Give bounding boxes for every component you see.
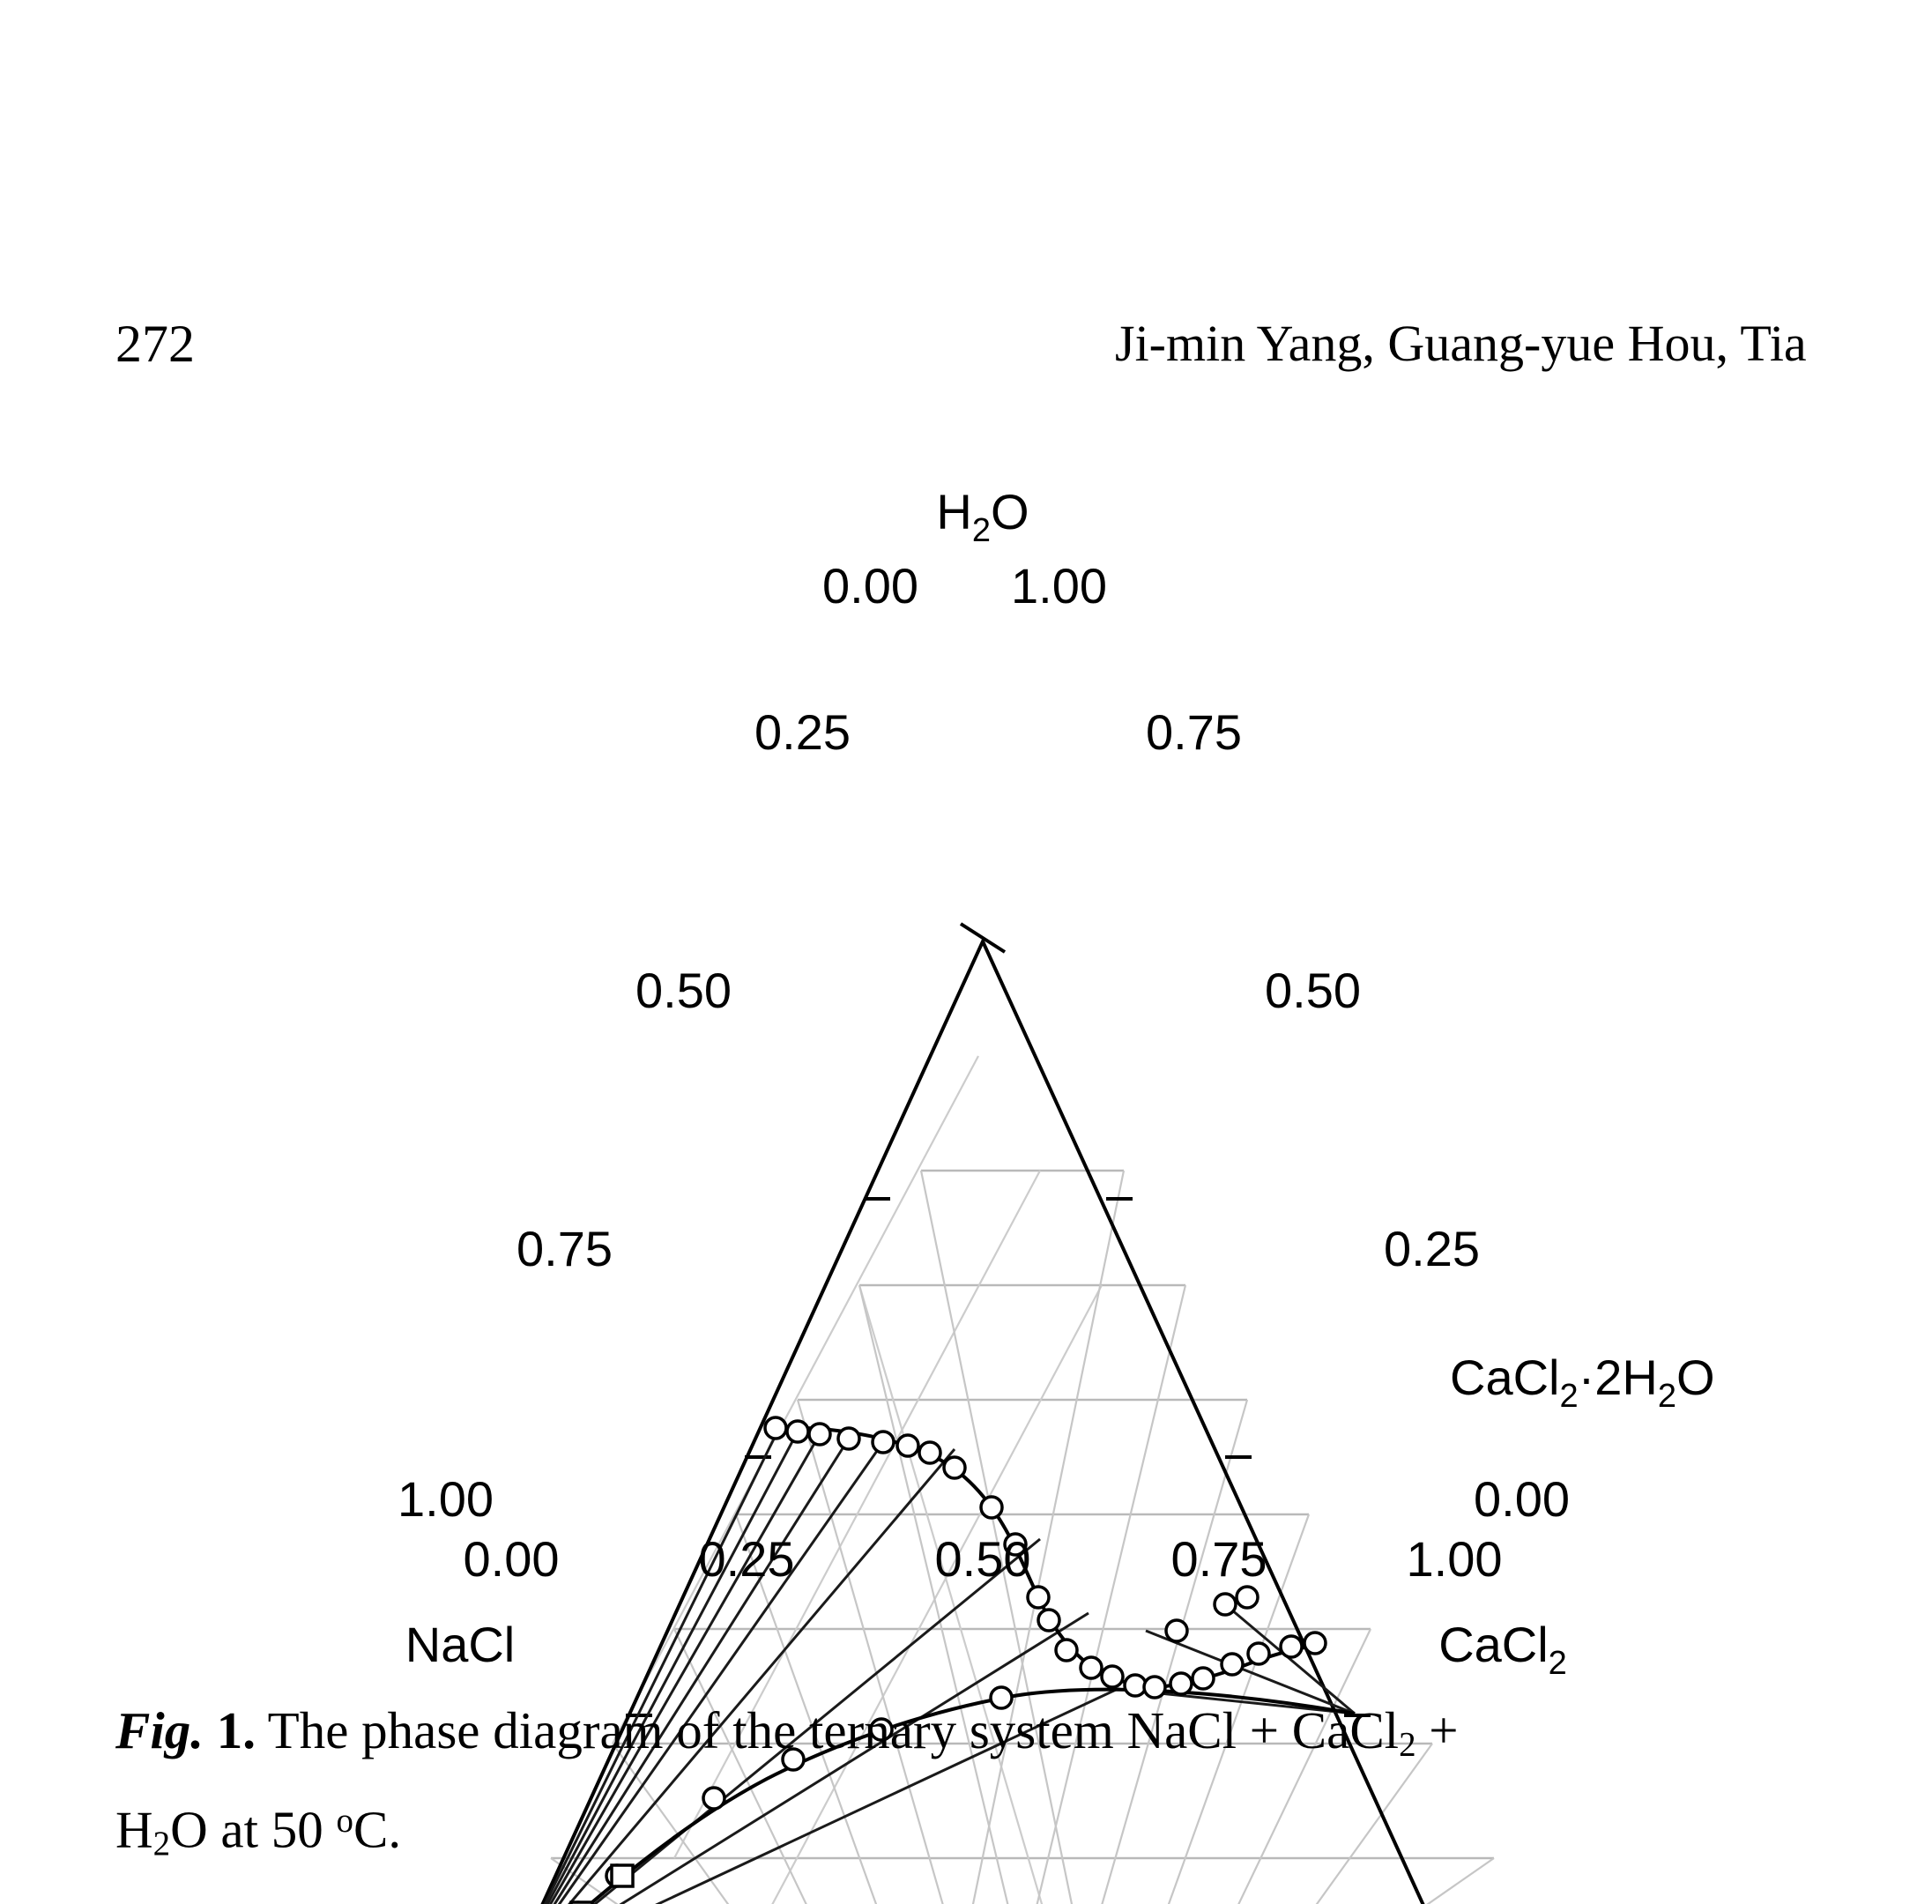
label-left-0.75: 0.75 bbox=[516, 1221, 613, 1276]
caption-line2-c: C. bbox=[353, 1800, 402, 1859]
label-cacl2: CaCl$_2$ bbox=[1438, 1617, 1567, 1682]
label-bottom-0.75: 0.75 bbox=[1170, 1531, 1267, 1587]
caption-text-a: The phase diagram of the ternary system NaCl + CaCl bbox=[256, 1701, 1400, 1759]
label-nacl: NaCl bbox=[405, 1617, 516, 1672]
label-right-0.75: 0.75 bbox=[1146, 704, 1242, 760]
label-left-0.25: 0.25 bbox=[754, 704, 851, 760]
figure-caption bbox=[115, 1692, 1843, 1882]
running-head: Ji-min Yang, Guang-yue Hou, Tia bbox=[1115, 315, 1807, 372]
caption-sub-2: 2 bbox=[152, 1824, 171, 1863]
caption-sub-1: 2 bbox=[1399, 1725, 1416, 1764]
caption-sup-degree: o bbox=[336, 1801, 353, 1840]
figure-ternary-phase-diagram bbox=[0, 458, 1932, 1682]
label-right-0.00: 0.00 bbox=[1474, 1471, 1570, 1527]
label-left-1.00: 1.00 bbox=[398, 1471, 494, 1527]
label-left-0.50: 0.50 bbox=[635, 963, 732, 1018]
page-header bbox=[0, 313, 1932, 375]
label-right-0.25: 0.25 bbox=[1384, 1221, 1480, 1276]
label-left-0.00: 0.00 bbox=[822, 558, 918, 614]
caption-text-b: + bbox=[1416, 1701, 1459, 1759]
caption-line2-a: H bbox=[115, 1800, 153, 1859]
caption-fig-label: Fig. bbox=[115, 1701, 204, 1759]
label-right-1.00: 1.00 bbox=[1011, 558, 1107, 614]
caption-line2-b: O at 50 bbox=[170, 1800, 337, 1859]
caption-fig-number: 1. bbox=[216, 1701, 256, 1759]
label-cacl2-2h2o: $CaCl_2\cdot 2H_2O$ bbox=[1450, 1350, 1715, 1415]
label-right-0.50: 0.50 bbox=[1265, 963, 1361, 1018]
label-h2o: $H_2O$ bbox=[936, 484, 1029, 549]
page-number: 272 bbox=[115, 315, 195, 373]
label-bottom-0.50: 0.50 bbox=[934, 1531, 1031, 1587]
label-bottom-1.00: 1.00 bbox=[1406, 1531, 1503, 1587]
label-bottom-0.00: 0.00 bbox=[463, 1531, 560, 1587]
label-bottom-0.25: 0.25 bbox=[698, 1531, 795, 1587]
